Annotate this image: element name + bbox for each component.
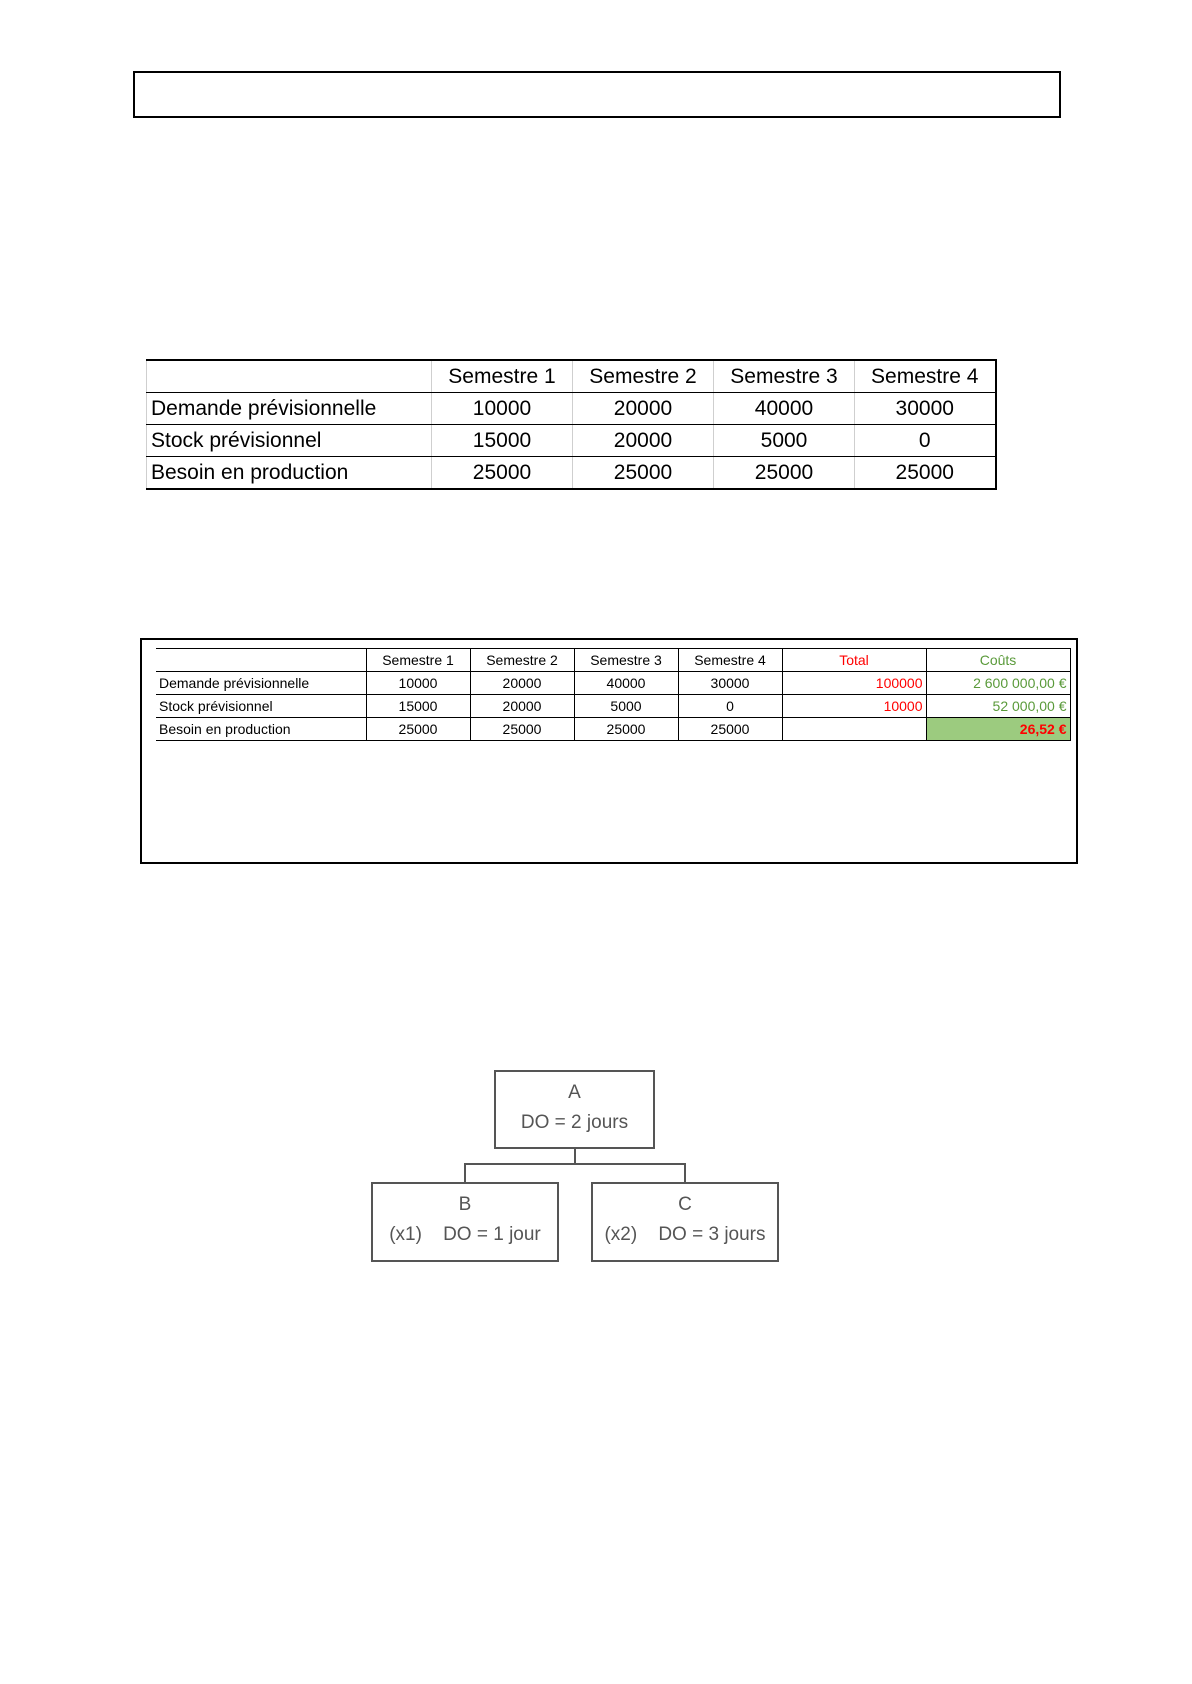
row-label: Besoin en production xyxy=(156,718,366,741)
header-cell xyxy=(147,360,432,393)
cell: 20000 xyxy=(470,672,574,695)
node-a-name: A xyxy=(568,1082,581,1103)
header-cell: Semestre 1 xyxy=(432,360,573,393)
cost-table xyxy=(156,648,1071,741)
cell: 25000 xyxy=(574,718,678,741)
header-cell: Semestre 4 xyxy=(678,649,782,672)
table-row xyxy=(147,425,996,457)
cell: 25000 xyxy=(678,718,782,741)
header-box xyxy=(133,71,1061,118)
cell: 25000 xyxy=(855,457,996,490)
row-label: Stock prévisionnel xyxy=(147,425,432,457)
table-header-row xyxy=(156,649,1070,672)
cell: 30000 xyxy=(855,393,996,425)
node-c-detail: (x2) DO = 3 jours xyxy=(604,1224,766,1245)
row-label: Stock prévisionnel xyxy=(156,695,366,718)
header-cell xyxy=(156,649,366,672)
total-cell: 100000 xyxy=(782,672,926,695)
header-cell: Semestre 3 xyxy=(574,649,678,672)
node-c xyxy=(591,1182,779,1262)
cell: 20000 xyxy=(470,695,574,718)
row-label: Demande prévisionnelle xyxy=(147,393,432,425)
cost-cell: 2 600 000,00 € xyxy=(926,672,1070,695)
node-a-detail: DO = 2 jours xyxy=(520,1112,629,1133)
connector-vertical xyxy=(574,1149,576,1163)
cell: 20000 xyxy=(573,393,714,425)
forecast-table-large xyxy=(146,359,997,490)
cell: 40000 xyxy=(714,393,855,425)
node-b-detail: (x1) DO = 1 jour xyxy=(389,1224,541,1245)
cell: 5000 xyxy=(574,695,678,718)
row-label: Besoin en production xyxy=(147,457,432,490)
total-cell: 10000 xyxy=(782,695,926,718)
total-cell xyxy=(782,718,926,741)
cost-cell: 52 000,00 € xyxy=(926,695,1070,718)
header-cell: Semestre 2 xyxy=(470,649,574,672)
cell: 25000 xyxy=(366,718,470,741)
cell: 25000 xyxy=(432,457,573,490)
node-c-name: C xyxy=(678,1194,692,1215)
unit-cost-cell: 26,52 € xyxy=(926,718,1070,741)
cell: 20000 xyxy=(573,425,714,457)
node-a xyxy=(494,1070,655,1149)
cell: 40000 xyxy=(574,672,678,695)
table-header-row xyxy=(147,360,996,393)
header-cell: Semestre 3 xyxy=(714,360,855,393)
cell: 10000 xyxy=(432,393,573,425)
cell: 5000 xyxy=(714,425,855,457)
table-row xyxy=(156,672,1070,695)
cell: 0 xyxy=(855,425,996,457)
cell: 0 xyxy=(678,695,782,718)
header-cell: Semestre 4 xyxy=(855,360,996,393)
node-b-name: B xyxy=(458,1194,472,1215)
connector-to-b xyxy=(464,1163,466,1182)
cost-header: Coûts xyxy=(926,649,1070,672)
table-row xyxy=(147,393,996,425)
table-row xyxy=(156,718,1070,741)
header-cell: Semestre 2 xyxy=(573,360,714,393)
cell: 25000 xyxy=(714,457,855,490)
node-b xyxy=(371,1182,559,1262)
cost-table-frame xyxy=(140,638,1078,864)
cell: 30000 xyxy=(678,672,782,695)
header-cell: Semestre 1 xyxy=(366,649,470,672)
connector-to-c xyxy=(684,1163,686,1182)
cell: 15000 xyxy=(432,425,573,457)
row-label: Demande prévisionnelle xyxy=(156,672,366,695)
table-row xyxy=(147,457,996,490)
cell: 25000 xyxy=(470,718,574,741)
cell: 10000 xyxy=(366,672,470,695)
connector-horizontal xyxy=(464,1163,686,1165)
cell: 25000 xyxy=(573,457,714,490)
cell: 15000 xyxy=(366,695,470,718)
total-header: Total xyxy=(782,649,926,672)
table-row xyxy=(156,695,1070,718)
